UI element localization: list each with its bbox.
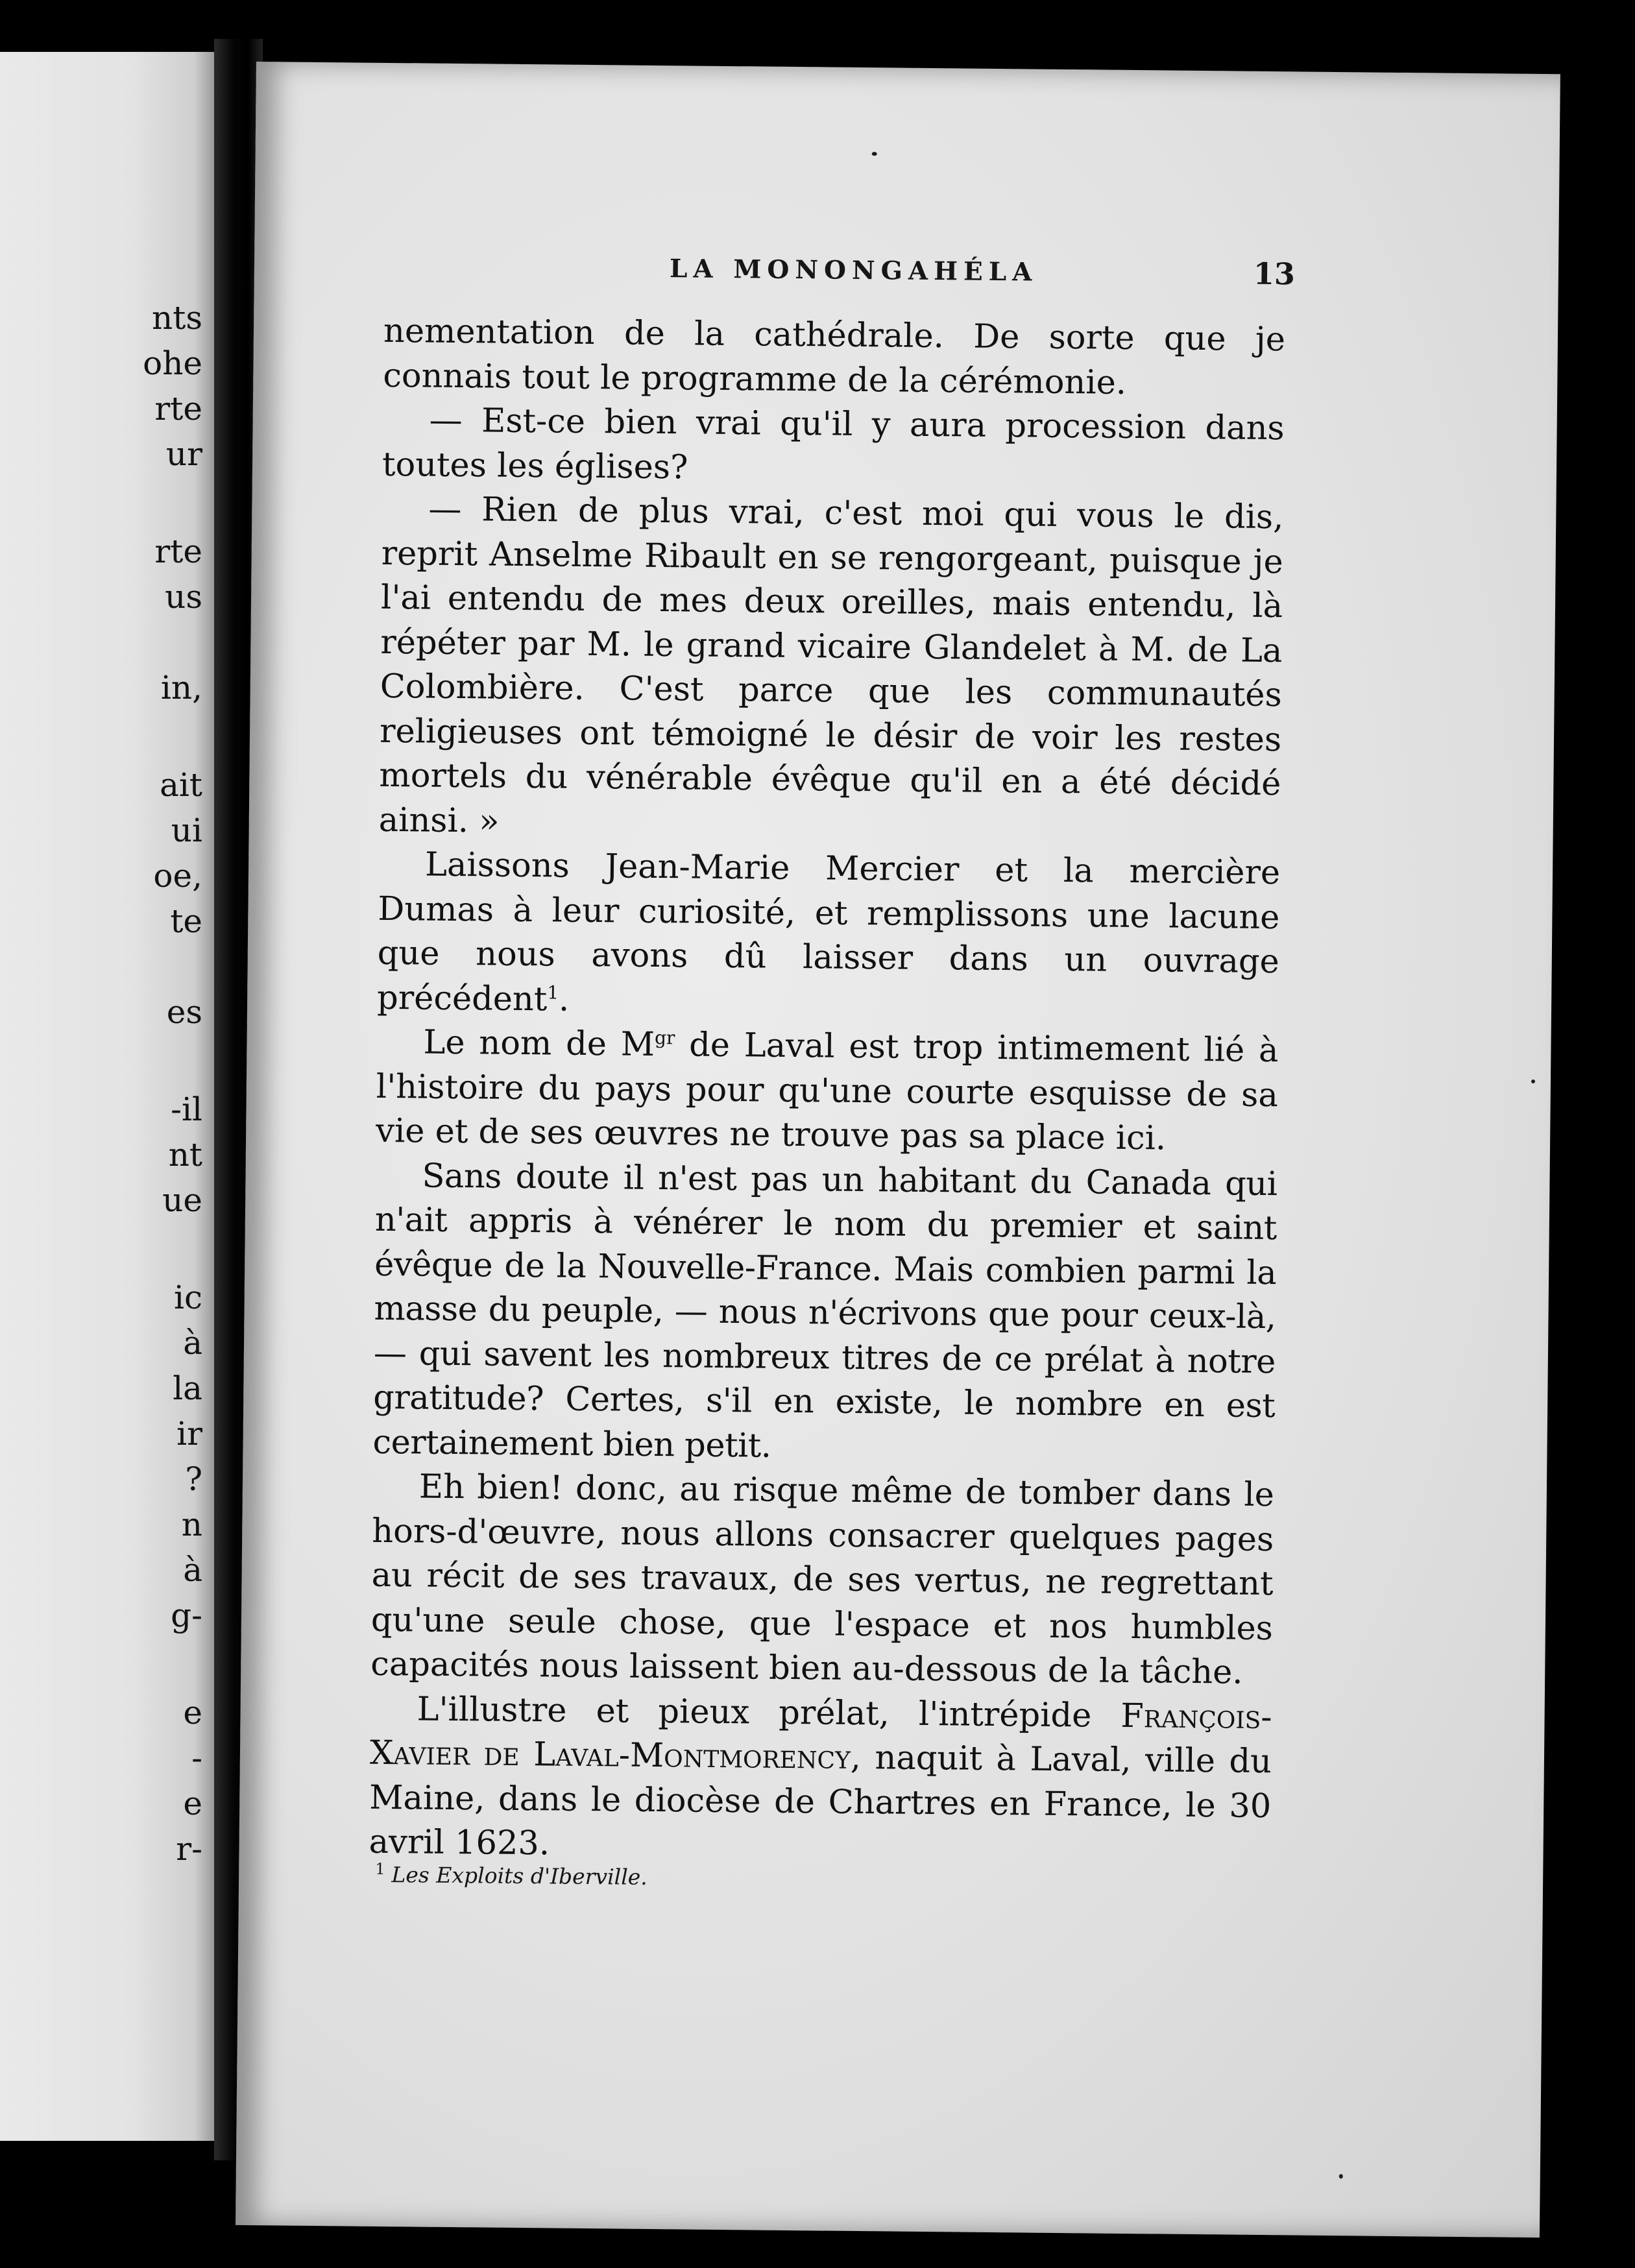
- left-text-fragment: à: [183, 1324, 202, 1362]
- left-text-fragment: ohe: [143, 344, 202, 382]
- left-text-fragment: us: [165, 578, 202, 616]
- left-text-fragment: ue: [162, 1181, 202, 1219]
- paragraph-text: , naquit à Laval, ville du Maine, dans le diocèse de Chartres en France, le 30 avril 1623.: [369, 1738, 1272, 1863]
- paragraph: Eh bien! donc, au risque même de tomber dans le hors-d'œuvre, nous allons consacrer quelques pages au récit de ses travaux, de ses vertus, ne regrettant qu'une seule chose, que l'espace et nos humbles capacités nous laissent bien au-dessous de la tâche.: [370, 1467, 1275, 1692]
- left-text-fragment: te: [170, 902, 202, 940]
- paragraph: — Rien de plus vrai, c'est moi qui vous le dis, reprit Anselme Ribault en se rengorgeant, puisque je l'ai entendu de mes deux oreilles, mais entendu, là répéter par M. le grand vicaire Glandelet à M. de La Colombière. C'est parce que les communautés religieuses ont témoigné le désir de voir les restes mortels du vénérable évêque qu'il en a été décidé ainsi. »: [378, 490, 1284, 841]
- left-text-fragment: rte: [154, 390, 202, 428]
- left-text-fragment: in,: [160, 669, 202, 706]
- left-text-fragment: ?: [185, 1460, 202, 1498]
- footnote-text: Les Exploits d'Iberville.: [391, 1862, 648, 1890]
- left-text-fragment: ui: [171, 812, 202, 849]
- left-text-fragment: nts: [152, 299, 202, 337]
- left-text-fragment: e: [183, 1694, 202, 1731]
- left-text-fragment: r-: [176, 1830, 202, 1868]
- paragraph: Laissons Jean-Marie Mercier et la mercière Dumas à leur curiosité, et remplissons une lacune que nous avons dû laisser dans un ouvrage précédent$^1$.: [376, 845, 1281, 1019]
- page-number: 13: [1253, 256, 1296, 292]
- paragraph-text: L'illustre et pieux prélat, l'intrépide: [417, 1689, 1092, 1735]
- left-text-fragment: -: [191, 1739, 202, 1777]
- left-text-fragment: la: [173, 1369, 202, 1407]
- left-text-fragment: à: [183, 1551, 202, 1589]
- left-text-fragment: n: [181, 1506, 202, 1543]
- paragraph-text: Le nom de M: [423, 1023, 655, 1064]
- right-page: [236, 62, 1560, 2238]
- paragraph-text: Laissons Jean-Marie Mercier et la mercière Dumas à leur curiosité, et remplissons une lacune que nous avons dû laisser dans un ouvrage précédent: [376, 845, 1281, 1019]
- scan-speck: [1531, 1080, 1535, 1083]
- paragraph: nementation de la cathédrale. De sorte que je connais tout le programme de la cérémonie.: [383, 311, 1286, 402]
- left-text-fragment: ic: [174, 1279, 202, 1316]
- left-text-fragment: g-: [171, 1597, 202, 1634]
- left-page-fragment: [0, 52, 221, 2141]
- left-text-fragment: -il: [171, 1091, 202, 1128]
- paragraph-text: l'histoire du pays pour qu'une courte esquisse de sa vie et de ses œuvres ne trouve pas sa place ici.: [375, 1067, 1279, 1158]
- left-text-fragment: ur: [165, 435, 202, 473]
- paragraph: — Est-ce bien vrai qu'il y aura procession dans toutes les églises?: [382, 401, 1285, 487]
- paragraph-text: de Laval est trop intimement lié à: [675, 1026, 1279, 1070]
- scan-speck: [1339, 2174, 1343, 2178]
- paragraph: [376, 1020, 1279, 1163]
- person-name: François-Xavier de Laval-Montmorency: [369, 1696, 1272, 1777]
- left-text-fragment: ait: [160, 766, 202, 804]
- left-text-fragment: e: [183, 1785, 202, 1822]
- left-text-fragment: nt: [168, 1136, 202, 1174]
- scan-speck: [872, 152, 877, 156]
- left-text-fragment: ir: [176, 1415, 202, 1453]
- paragraph: Sans doute il n'est pas un habitant du Canada qui n'ait appris à vénérer le nom du premier et saint évêque de la Nouvelle-France. Mais combien parmi la masse du peuple, — nous n'écrivons que pour ceux-là, — qui savent les nombreux titres de ce prélat à notre gratitude? Certes, s'il en existe, le nombre en est certainement bien petit.: [372, 1157, 1278, 1466]
- footnote-reference: 1: [547, 981, 559, 1004]
- body-text: [369, 309, 1285, 1874]
- left-text-fragment: rte: [154, 533, 202, 570]
- footnote-marker: 1: [375, 1859, 385, 1879]
- paragraph: [369, 1687, 1272, 1873]
- left-text-fragment: es: [166, 993, 202, 1031]
- left-text-fragment: oe,: [153, 857, 202, 895]
- running-title: LA MONONGAHÉLA: [669, 254, 1038, 287]
- superscript: gr: [654, 1026, 675, 1049]
